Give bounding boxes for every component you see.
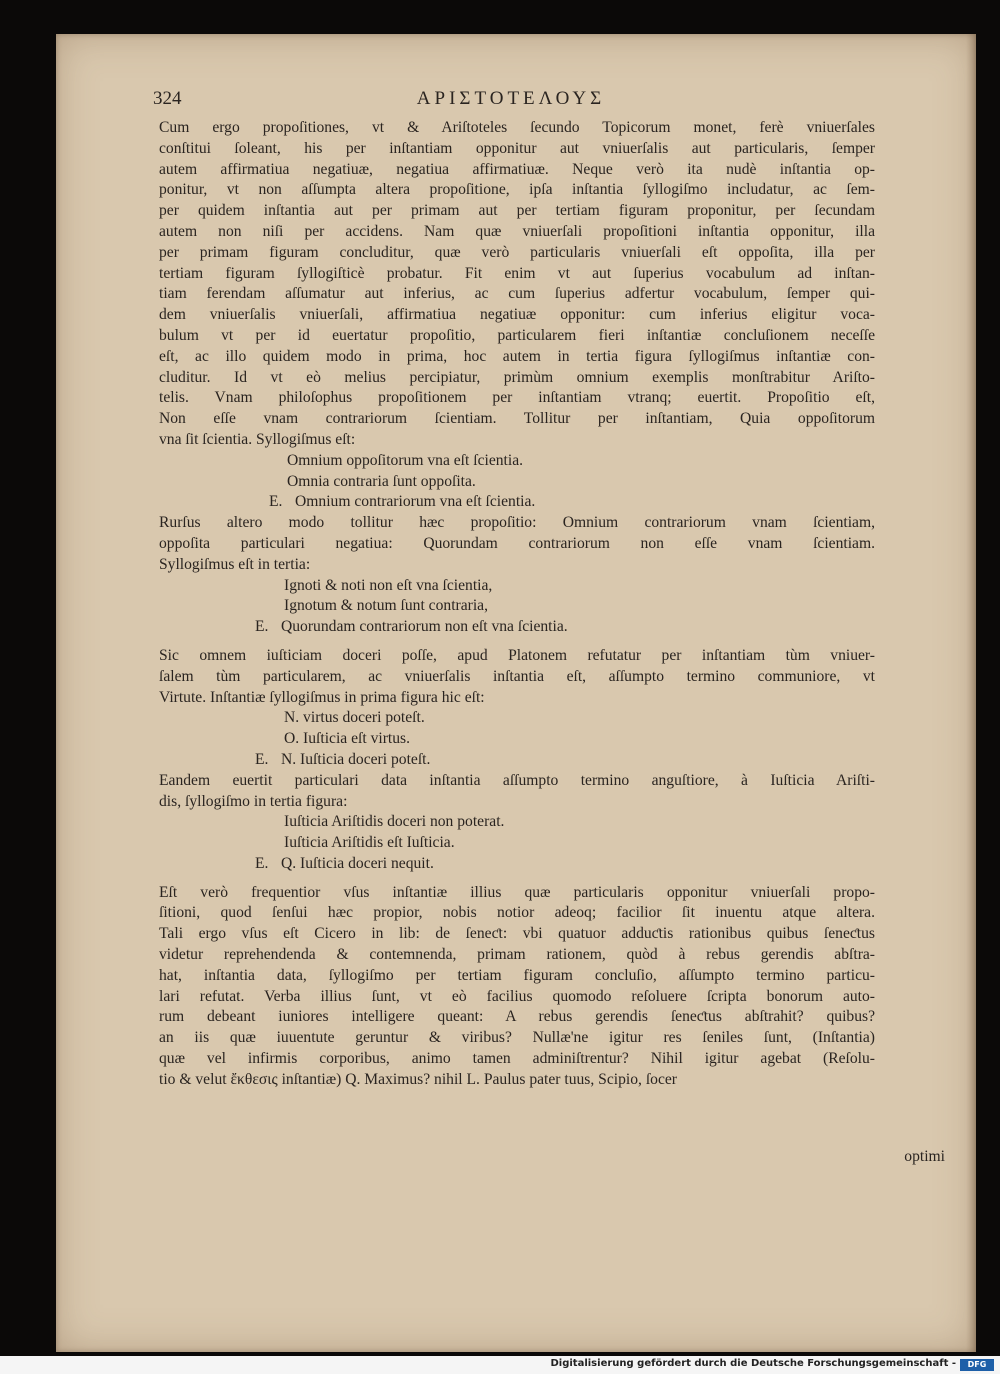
text-line: dis, ſyllogiſmo in tertia figura:	[159, 792, 348, 810]
paragraph-5	[159, 883, 875, 1091]
syllogism-marker: E.	[255, 618, 269, 636]
text-line: per quidem inſtantia aut per primam aut per tertiam figuram proponitur, per ſecundam	[159, 202, 875, 220]
syllogism-line	[159, 576, 875, 597]
text-line: Syllogiſmus eſt in tertia:	[159, 555, 311, 573]
syllogism-1	[159, 451, 875, 513]
syllogism-line	[159, 750, 875, 771]
text-line: rum debeant iuniores intelligere queant: A rebus gerendis ſeneƈtus abſtrahit? quibus?	[159, 1008, 875, 1026]
paragraph-1	[159, 118, 875, 451]
syllogism-2	[159, 576, 875, 638]
syllogism-3	[159, 708, 875, 770]
text-line: tiam ferendam aſſumatur aut inferius, ac cum ſuperius adfertur vocabulum, ſemper qui-	[159, 285, 875, 303]
dfg-logo-icon: DFG	[960, 1359, 994, 1371]
spacer	[159, 875, 875, 883]
text-line: Cum ergo propoſitiones, vt & Ariſtoteles ſecundo Topicorum monet, ferè vniuerſales	[159, 119, 875, 136]
syllogism-marker: E.	[255, 854, 269, 872]
text-line: quæ vel infirmis corporibus, animo tamen adminiſtrentur? Nihil igitur agebat (Reſolu-	[159, 1050, 875, 1068]
text-line: ſalem tùm particularem, ac vniuerſalis inſtantia eſt, aſſumpto termino communiore, vt	[159, 667, 875, 685]
text-line: oppoſita particulari negatiua: Quorundam contrariorum non eſſe vnam ſcientiam.	[159, 534, 875, 552]
paragraph-4	[159, 771, 875, 813]
syllogism-text: N. virtus doceri poteſt.	[284, 709, 425, 727]
text-line: vna ſit ſcientia. Syllogiſmus eſt:	[159, 430, 356, 448]
text-line: Rurſus altero modo tollitur hæc propoſitio: Omnium contrariorum vnam ſcientiam,	[159, 514, 875, 532]
paragraph-3	[159, 646, 875, 708]
syllogism-line	[159, 729, 875, 750]
text-line: an iis quæ iuuentute geruntur & viribus? Nullæ'ne igitur res ſeniles ſunt, (Inſtantia)	[159, 1029, 875, 1047]
text-line: hat, inſtantia data, ſyllogiſmo per tertiam figuram concluſio, aſſumpto termino particu-	[159, 966, 875, 984]
text-line: eſt, ac illo quidem modo in prima, hoc autem in tertia figura ſyllogiſmus inſtantiæ con-	[159, 347, 875, 365]
syllogism-line	[159, 854, 875, 875]
syllogism-text: Omnium oppoſitorum vna eſt ſcientia.	[287, 451, 524, 469]
spacer	[159, 638, 875, 646]
running-head: ΑΡΙΣΤΟΤΕΛΟΥΣ	[416, 88, 606, 109]
text-line: autem affirmatiua negatiuæ, negatiua affirmatiuæ. Neque verò ita nudè inſtantia op-	[159, 160, 875, 178]
syllogism-line	[159, 617, 875, 638]
syllogism-text: Iuſticia Ariſtidis eſt Iuſticia.	[284, 834, 455, 852]
page-number: 324	[153, 88, 182, 109]
footer-credit: Digitalisierung gefördert durch die Deutsche Forschungsgemeinschaft -	[550, 1358, 956, 1369]
syllogism-line	[159, 596, 875, 617]
page-edge-shadow	[966, 34, 976, 1352]
text-line: videtur reprehendenda & contemnenda, primam rationem, quòd à rebus gerendis abſtra-	[159, 946, 875, 964]
page-header	[153, 88, 869, 112]
syllogism-line	[159, 708, 875, 729]
syllogism-line	[159, 451, 875, 472]
syllogism-text: O. Iuſticia eſt virtus.	[284, 730, 411, 748]
text-line: tio & velut ἔκθεσις inſtantiæ) Q. Maximus? nihil L. Paulus pater tuus, Scipio, ſocer	[159, 1070, 677, 1088]
text-line: per primam figuram concluditur, quæ verò particularis vniuerſali eſt oppoſita, illa per	[159, 243, 875, 261]
text-line: Sic omnem iuſticiam doceri poſſe, apud Platonem refutatur per inſtantiam tùm vniuer-	[159, 646, 875, 664]
text-line: dem vniuerſalis vniuerſali, affirmatiua negatiuæ opponitur: cum inferius eligitur voca-	[159, 306, 875, 324]
text-line: bulum vt per id euertatur propoſitio, particularem fieri inſtantiæ concluſionem neceſſe	[159, 326, 875, 344]
text-line: tertiam figuram ſyllogiſticè probatur. Fit enim vt aut ſuperius vocabulum ad inſtan-	[159, 264, 875, 282]
syllogism-line	[159, 492, 875, 513]
catchword: optimi	[904, 1148, 945, 1165]
text-line: ponitur, vt non aſſumpta altera propoſitione, ipſa inſtantia ſyllogiſmo includatur, ac ſem-	[159, 181, 875, 199]
syllogism-text: N. Iuſticia doceri poteſt.	[281, 750, 431, 768]
text-line: autem non niſi per accidens. Nam quæ vniuerſali propoſitioni inſtantia opponitur, illa	[159, 222, 875, 240]
body-text	[159, 118, 875, 1091]
text-line: ſitioni, quod ſenſui hæc propior, nobis notior adeoq; facilior ſit inuentu atque altera.	[159, 904, 875, 922]
text-line: lari refutat. Verba illius ſunt, vt eò facilius quomodo reſoluere ſcripta bonorum auto-	[159, 987, 875, 1005]
syllogism-text: Omnium contrariorum vna eſt ſcientia.	[295, 493, 536, 511]
syllogism-line	[159, 812, 875, 833]
syllogism-line	[159, 472, 875, 493]
syllogism-text: Ignotum & notum ſunt contraria,	[284, 597, 488, 615]
syllogism-text: Q. Iuſticia doceri nequit.	[281, 854, 434, 872]
syllogism-marker: E.	[269, 493, 283, 511]
text-line: Tali ergo vſus eſt Cicero in lib: de ſeneƈt: vbi quatuor adduƈtis rationibus quibus ſeneƈtus	[159, 925, 875, 943]
paragraph-2	[159, 513, 875, 575]
text-line: Eſt verò frequentior vſus inſtantiæ illius quæ particularis opponitur vniuerſali propo-	[159, 883, 875, 901]
syllogism-text: Quorundam contrariorum non eſt vna ſcientia.	[281, 618, 568, 636]
text-line: Eandem euertit particulari data inſtantia aſſumpto termino anguſtiore, à Iuſticia Ariſti-	[159, 771, 875, 789]
text-line: telis. Vnam philoſophus propoſitionem per inſtantiam vtranq; euertit. Propoſitio eſt,	[159, 389, 875, 407]
text-line: conſtitui ſoleant, his per inſtantiam opponitur aut vniuerſalis aut particularis, ſemper	[159, 139, 875, 157]
syllogism-marker: E.	[255, 750, 269, 768]
text-line: Virtute. Inſtantiæ ſyllogiſmus in prima figura hic eſt:	[159, 688, 485, 706]
text-line: Non eſſe vnam contrariorum ſcientiam. Tollitur per inſtantiam, Quia oppoſitorum	[159, 410, 875, 428]
text-line: cluditur. Id vt eò melius percipiatur, primùm omnium exemplis monſtrabitur Ariſto-	[159, 368, 875, 386]
syllogism-text: Iuſticia Ariſtidis doceri non poterat.	[284, 813, 505, 831]
syllogism-line	[159, 833, 875, 854]
syllogism-text: Omnia contraria ſunt oppoſita.	[287, 472, 476, 490]
syllogism-4	[159, 812, 875, 874]
syllogism-text: Ignoti & noti non eſt vna ſcientia,	[284, 576, 493, 594]
